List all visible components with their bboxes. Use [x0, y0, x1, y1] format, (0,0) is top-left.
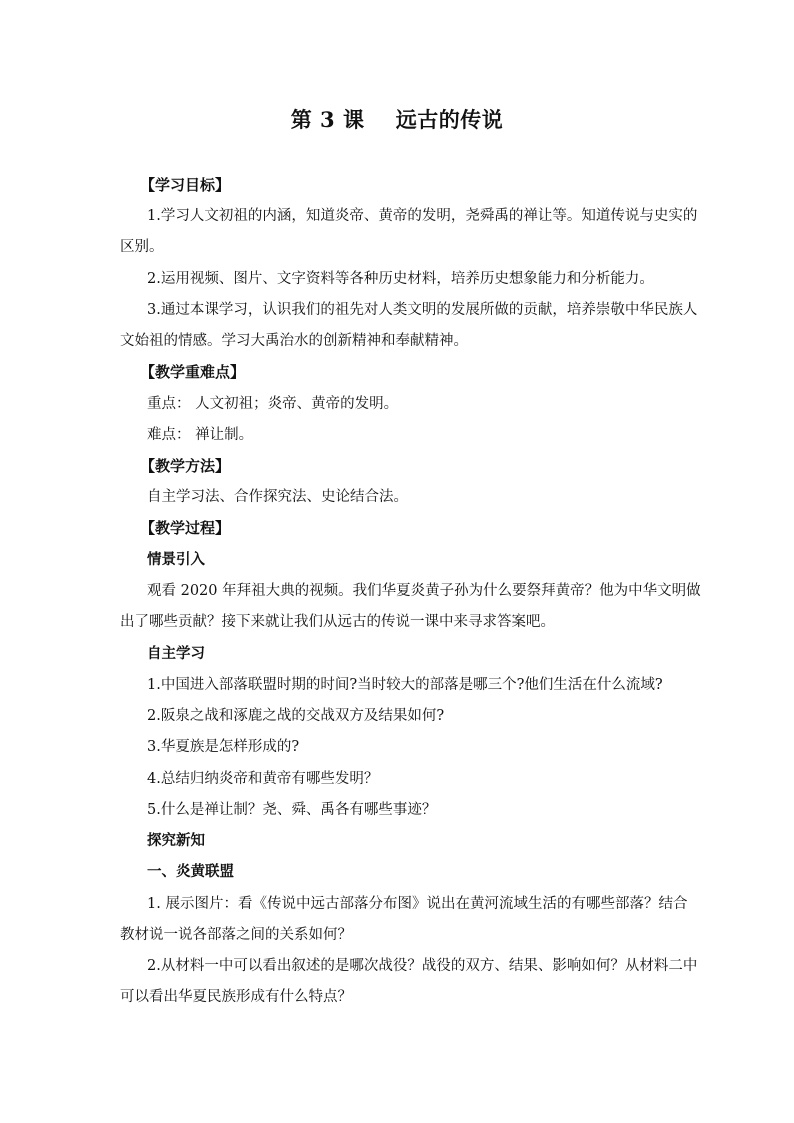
methods-heading: 【教学方法】: [140, 457, 231, 475]
explore-heading: 探究新知: [147, 832, 205, 849]
process-heading: 【教学过程】: [140, 519, 231, 537]
self-study-q2: 2.阪泉之战和涿鹿之战的交战双方及结果如何?: [147, 708, 445, 724]
keypoint-difficulty: 难点： 禅让制。: [147, 427, 254, 443]
self-study-heading: 自主学习: [147, 645, 205, 662]
intro-heading: 情景引入: [147, 551, 205, 568]
explore-p2-line-2: 可以看出华夏民族形成有什么特点？: [120, 989, 352, 1005]
keypoints-heading: 【教学重难点】: [140, 363, 246, 381]
explore-part1-heading: 一、炎黄联盟: [147, 863, 234, 880]
keypoint-focus: 重点： 人文初祖；炎帝、黄帝的发明。: [147, 396, 399, 412]
goal-2: 2.运用视频、图片、文字资料等各种历史材料，培养历史想象能力和分析能力。: [147, 271, 654, 287]
explore-p2-line-1: 2.从材料一中可以看出叙述的是哪次战役？战役的双方、结果、影响如何？从材料二中: [147, 958, 698, 974]
self-study-q5: 5.什么是禅让制？尧、舜、禹各有哪些事迹？: [147, 802, 437, 818]
self-study-q3: 3.华夏族是怎样形成的?: [147, 739, 300, 755]
self-study-q4: 4.总结归纳炎帝和黄帝有哪些发明？: [147, 771, 379, 787]
intro-line-2: 出了哪些贡献？接下来就让我们从远古的传说一课中来寻求答案吧。: [120, 614, 555, 630]
methods-text: 自主学习法、合作探究法、史论结合法。: [147, 489, 408, 505]
goal-3-line-2: 文始祖的情感。学习大禹治水的创新精神和奉献精神。: [120, 333, 468, 349]
explore-p1-line-1: 1. 展示图片：看《传说中远古部落分布图》说出在黄河流域生活的有哪些部落？结合: [147, 896, 688, 912]
goals-heading: 【学习目标】: [140, 176, 231, 194]
intro-line-1: 观看 2020 年拜祖大典的视频。我们华夏炎黄子孙为什么要祭拜黄帝？他为中华文明做: [147, 583, 701, 599]
goal-1-line-1: 1.学习人文初祖的内涵，知道炎帝、黄帝的发明，尧舜禹的禅让等。知道传说与史实的: [147, 208, 698, 224]
explore-p1-line-2: 教材说一说各部落之间的关系如何？: [120, 927, 352, 943]
lesson-title: 第 3 课 远古的传说: [290, 107, 504, 132]
goal-1-line-2: 区别。: [120, 239, 164, 255]
self-study-q1: 1.中国进入部落联盟时期的时间?当时较大的部落是哪三个?他们生活在什么流域?: [147, 677, 663, 693]
goal-3-line-1: 3.通过本课学习，认识我们的祖先对人类文明的发展所做的贡献，培养崇敬中华民族人: [147, 302, 698, 318]
